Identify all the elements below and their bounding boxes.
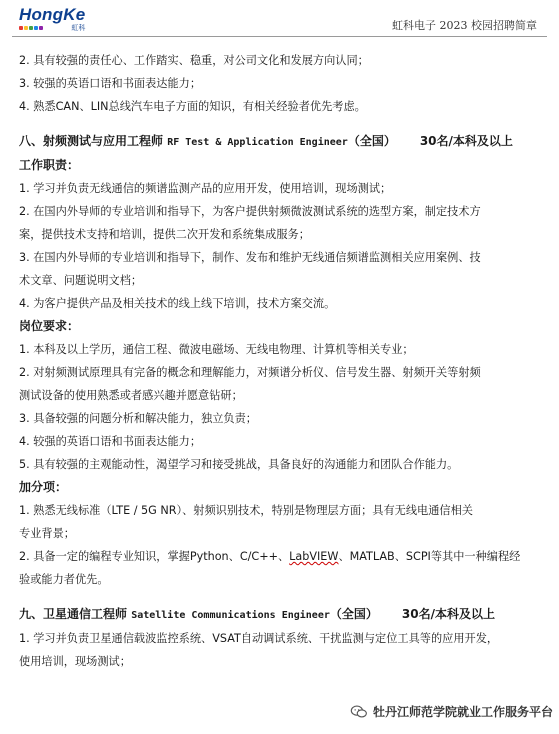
document-body: [19, 49, 543, 673]
section-title-cn: 九、卫星通信工程师: [19, 607, 132, 621]
section-title-en: RF Test & Application Engineer: [167, 137, 348, 148]
list-item: 1. 本科及以上学历，通信工程、微波电磁场、无线电物理、计算机等相关专业；: [19, 343, 414, 356]
section-title-suffix: （全国）: [347, 134, 396, 148]
list-item: 3. 在国内外导师的专业培训和指导下，制作、发布和维护无线通信频谱监测相关应用案例、技: [19, 251, 481, 264]
list-item: 4. 为客户提供产品及相关技术的线上线下培训，技术方案交流。: [19, 297, 336, 310]
section-title-en: Satellite Communications Engineer: [131, 610, 330, 621]
section-title-rf: [19, 130, 543, 154]
list-item: 4. 较强的英语口语和书面表达能力；: [19, 435, 202, 448]
list-item: 测试设备的使用熟悉或者感兴趣并愿意钻研；: [19, 389, 243, 402]
logo-text: HongKe: [19, 5, 86, 24]
logo-dots: [19, 26, 44, 30]
section-title-cn: 八、射频测试与应用工程师: [19, 134, 168, 148]
headcount: 30名/本科及以上: [419, 134, 513, 148]
list-item: 专业背景；: [19, 527, 75, 540]
logo-cn: 虹科: [71, 24, 86, 32]
list-item: 5. 具有较强的主观能动性，渴望学习和接受挑战，具备良好的沟通能力和团队合作能力。: [19, 458, 459, 471]
headcount: 30名/本科及以上: [401, 607, 495, 621]
header-divider: [12, 36, 547, 37]
section-title-suffix: （全国）: [329, 607, 378, 621]
list-item: 1. 学习并负责卫星通信载波监控系统、VSAT自动调试系统、干扰监测与定位工具等的应用开发，: [19, 632, 499, 645]
list-item: 4. 熟悉CAN、LIN总线汽车电子方面的知识，有相关经验者优先考虑。: [19, 100, 366, 113]
list-item: 1. 学习并负责无线通信的频谱监测产品的应用开发，使用培训，现场测试；: [19, 182, 392, 195]
duty-heading: 工作职责：: [19, 158, 80, 172]
requirement-heading: 岗位要求：: [19, 319, 80, 333]
text-span: 2. 具备一定的编程专业知识，掌握Python、C/C++、: [19, 550, 290, 563]
bonus-heading: 加分项：: [19, 480, 68, 494]
watermark-text: 牡丹江师范学院就业工作服务平台: [372, 705, 553, 719]
spellcheck-word: LabVIEW: [289, 550, 339, 563]
list-item: 3. 具备较强的问题分析和解决能力，独立负责；: [19, 412, 257, 425]
text-span: 、MATLAB、SCPI等其中一种编程经: [338, 550, 521, 563]
page-header: [0, 0, 559, 40]
list-item: 2. 在国内外导师的专业培训和指导下，为客户提供射频微波测试系统的选型方案，制定技术方: [19, 205, 481, 218]
list-item: 1. 熟悉无线标准（LTE / 5G NR）、射频识别技术，特别是物理层方面；具有无线电通信相关: [19, 504, 473, 517]
list-item: 使用培训，现场测试；: [19, 655, 131, 668]
section-title-satellite: [19, 603, 543, 627]
list-item: 2. 具有较强的责任心、工作踏实、稳重，对公司文化和发展方向认同；: [19, 54, 369, 67]
list-item: 2. 对射频测试原理具有完备的概念和理解能力，对频谱分析仪、信号发生器、射频开关等射频: [19, 366, 481, 379]
list-item: 术文章、问题说明文档；: [19, 274, 143, 287]
document-title: 虹科电子 2023 校园招聘简章: [392, 19, 537, 32]
list-item: 验或能力者优先。: [19, 573, 109, 586]
list-item: 3. 较强的英语口语和书面表达能力；: [19, 77, 202, 90]
company-logo: [19, 6, 85, 32]
watermark: [350, 703, 553, 720]
list-item: [19, 545, 543, 568]
list-item: 案，提供技术支持和培训，提供二次开发和系统集成服务；: [19, 228, 310, 241]
logo-sub: [19, 24, 85, 32]
wechat-icon: [350, 705, 368, 719]
